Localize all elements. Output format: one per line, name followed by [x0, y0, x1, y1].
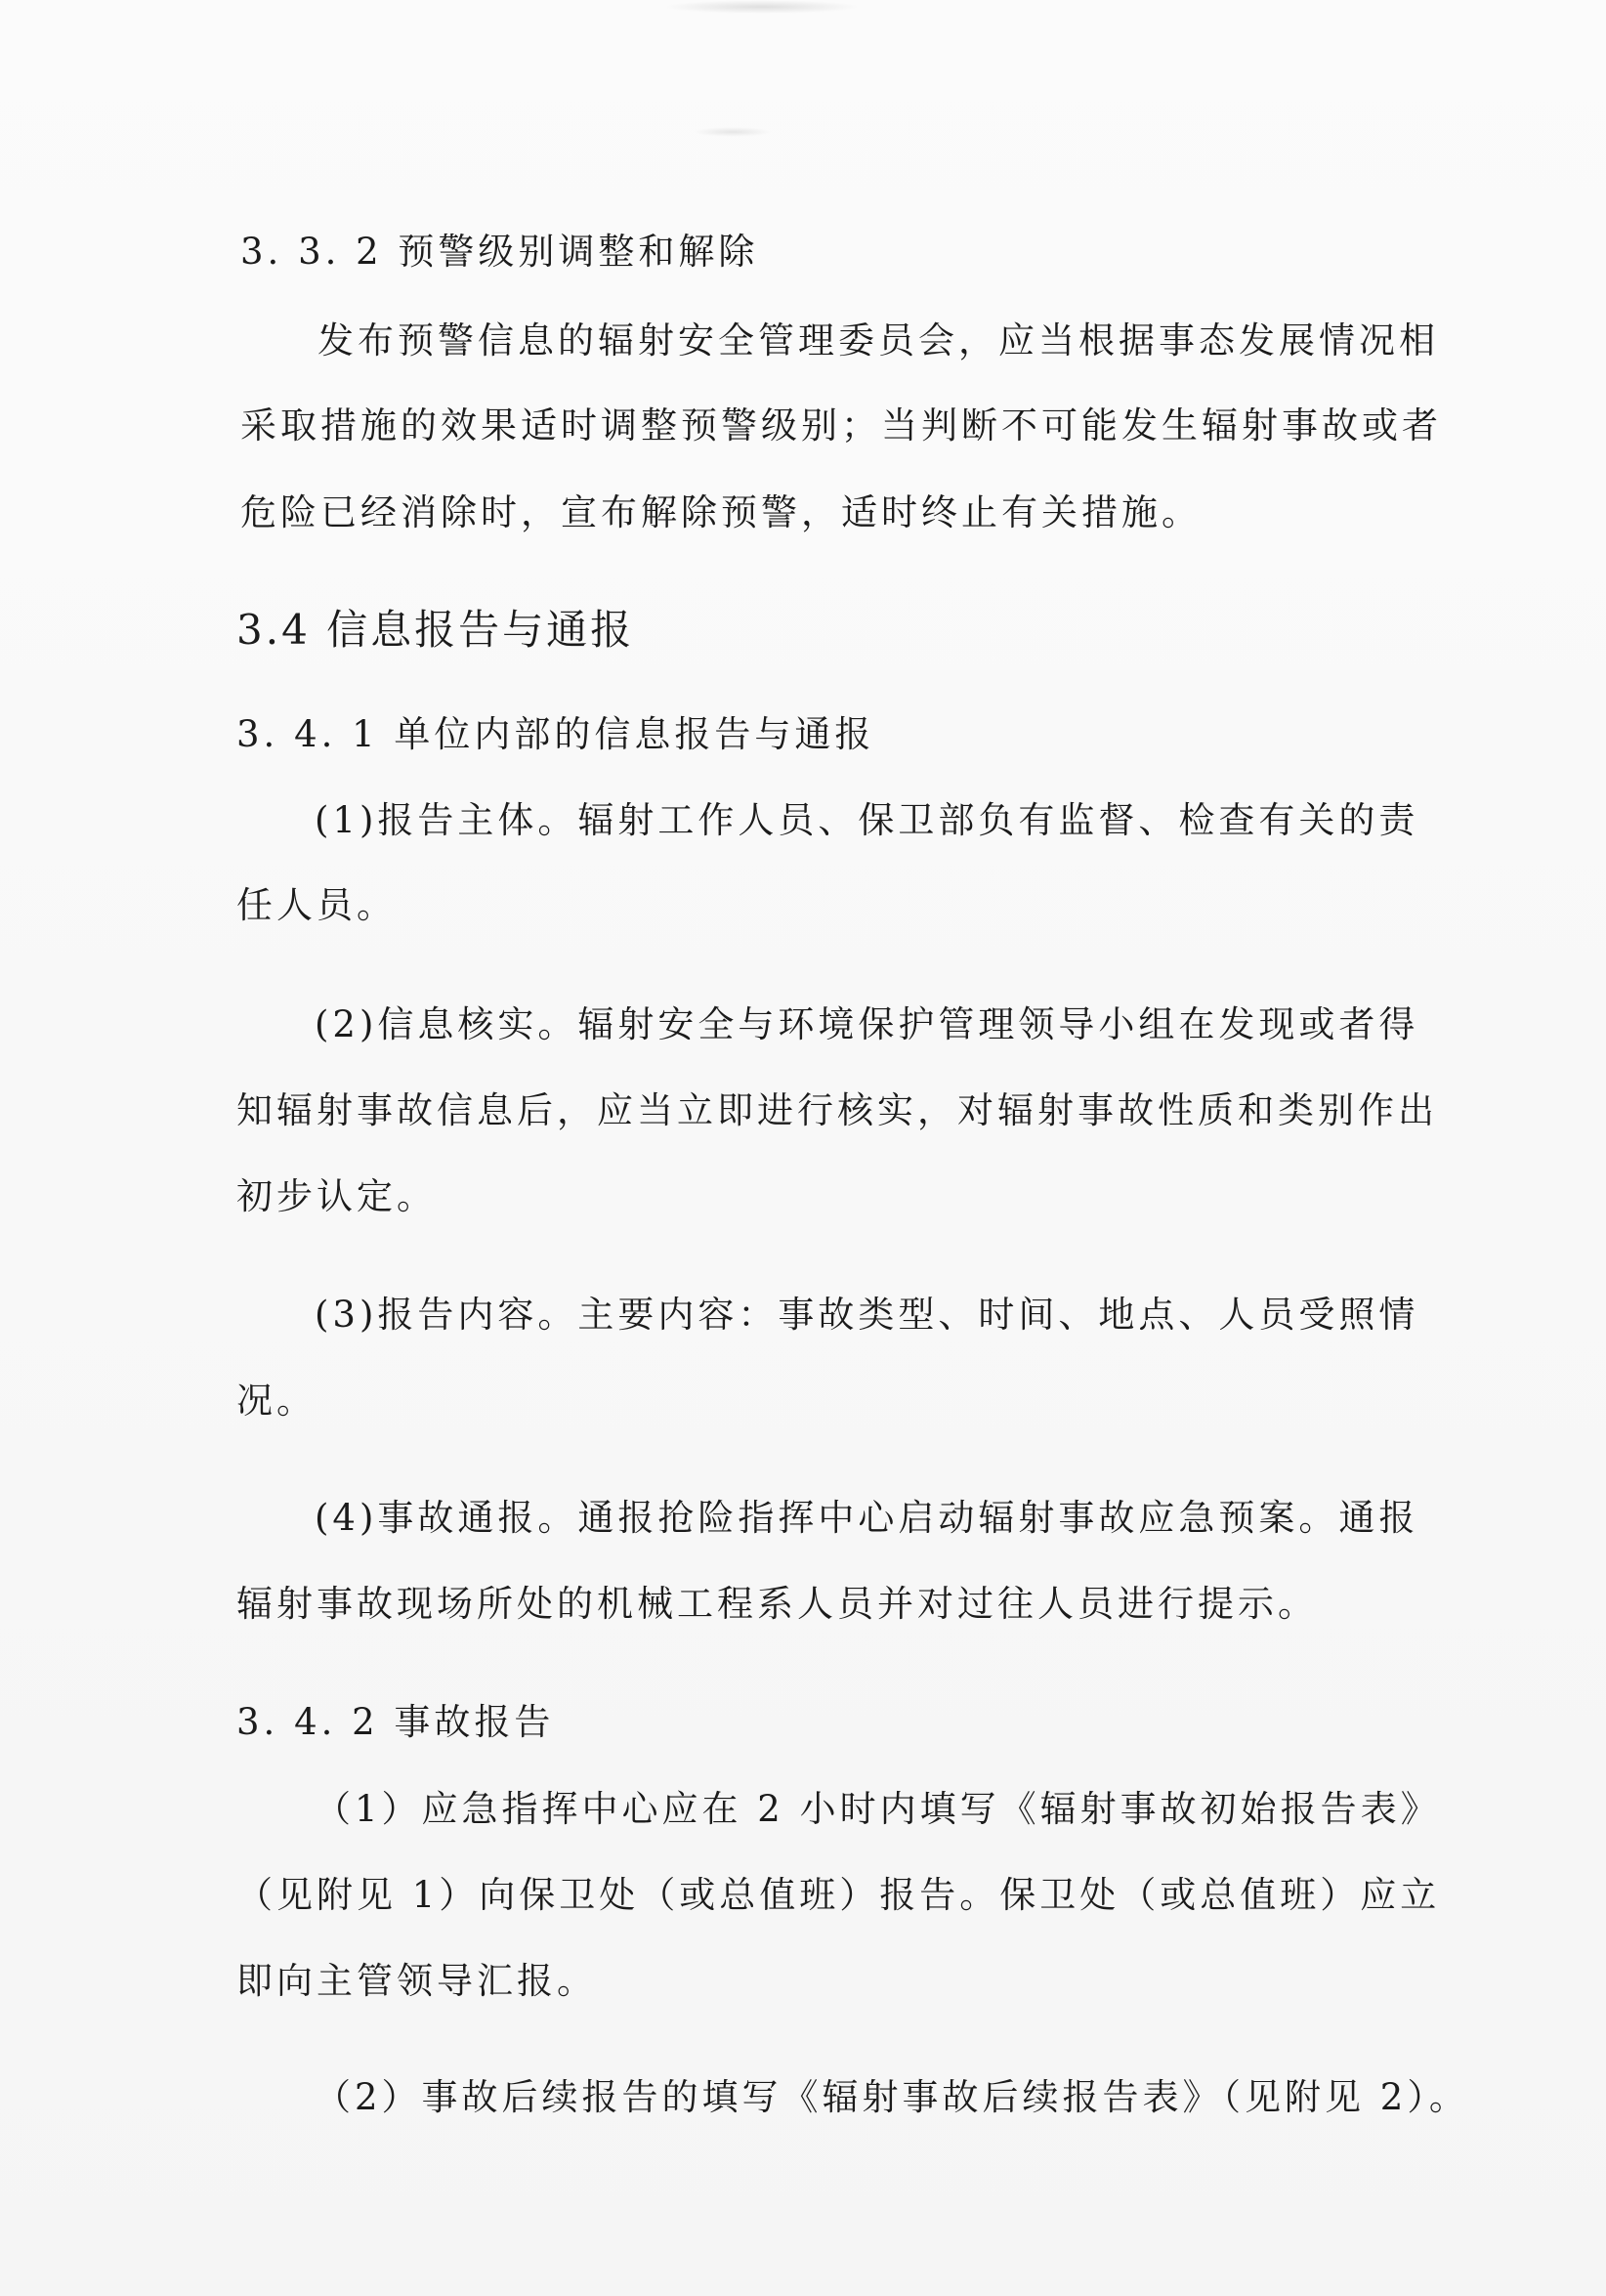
heading-3-4-2: 3. 4. 2 事故报告 [236, 1701, 555, 1743]
list-item-1-line: (1)报告主体。辐射工作人员、保卫部负有监督、检查有关的责 [315, 799, 1419, 841]
paragraph-line: 发布预警信息的辐射安全管理委员会，应当根据事态发展情况相 [317, 319, 1439, 361]
scan-artifact-top [664, 0, 860, 14]
paragraph-line: 采取措施的效果适时调整预警级别；当判断不可能发生辐射事故或者 [240, 404, 1442, 446]
report-item-1-line: （见附见 1）向保卫处（或总值班）报告。保卫处（或总值班）应立 [236, 1874, 1441, 1916]
list-item-3-line: (3)报告内容。主要内容：事故类型、时间、地点、人员受照情 [315, 1294, 1419, 1336]
scan-artifact-smudge [694, 127, 772, 137]
report-item-1-line: 即向主管领导汇报。 [236, 1960, 597, 2002]
list-item-2-line: 知辐射事故信息后，应当立即进行核实，对辐射事故性质和类别作出 [236, 1089, 1438, 1131]
heading-3-3-2: 3. 3. 2 预警级别调整和解除 [240, 231, 759, 273]
list-item-3-line: 况。 [236, 1380, 317, 1422]
list-item-2-line: 初步认定。 [236, 1175, 437, 1217]
report-item-2-line: （2）事故后续报告的填写《辐射事故后续报告表》（见附见 2）。 [315, 2076, 1469, 2118]
list-item-1-line: 任人员。 [236, 884, 397, 926]
heading-3-4-1: 3. 4. 1 单位内部的信息报告与通报 [236, 713, 875, 755]
report-item-1-line: （1）应急指挥中心应在 2 小时内填写《辐射事故初始报告表》 [315, 1788, 1441, 1830]
list-item-4-line: 辐射事故现场所处的机械工程系人员并对过往人员进行提示。 [236, 1583, 1318, 1625]
list-item-2-line: (2)信息核实。辐射安全与环境保护管理领导小组在发现或者得 [315, 1003, 1419, 1045]
list-item-4-line: (4)事故通报。通报抢险指挥中心启动辐射事故应急预案。通报 [315, 1497, 1419, 1539]
heading-3-4: 3.4 信息报告与通报 [236, 606, 635, 654]
paragraph-line: 危险已经消除时，宣布解除预警，适时终止有关措施。 [240, 491, 1202, 533]
